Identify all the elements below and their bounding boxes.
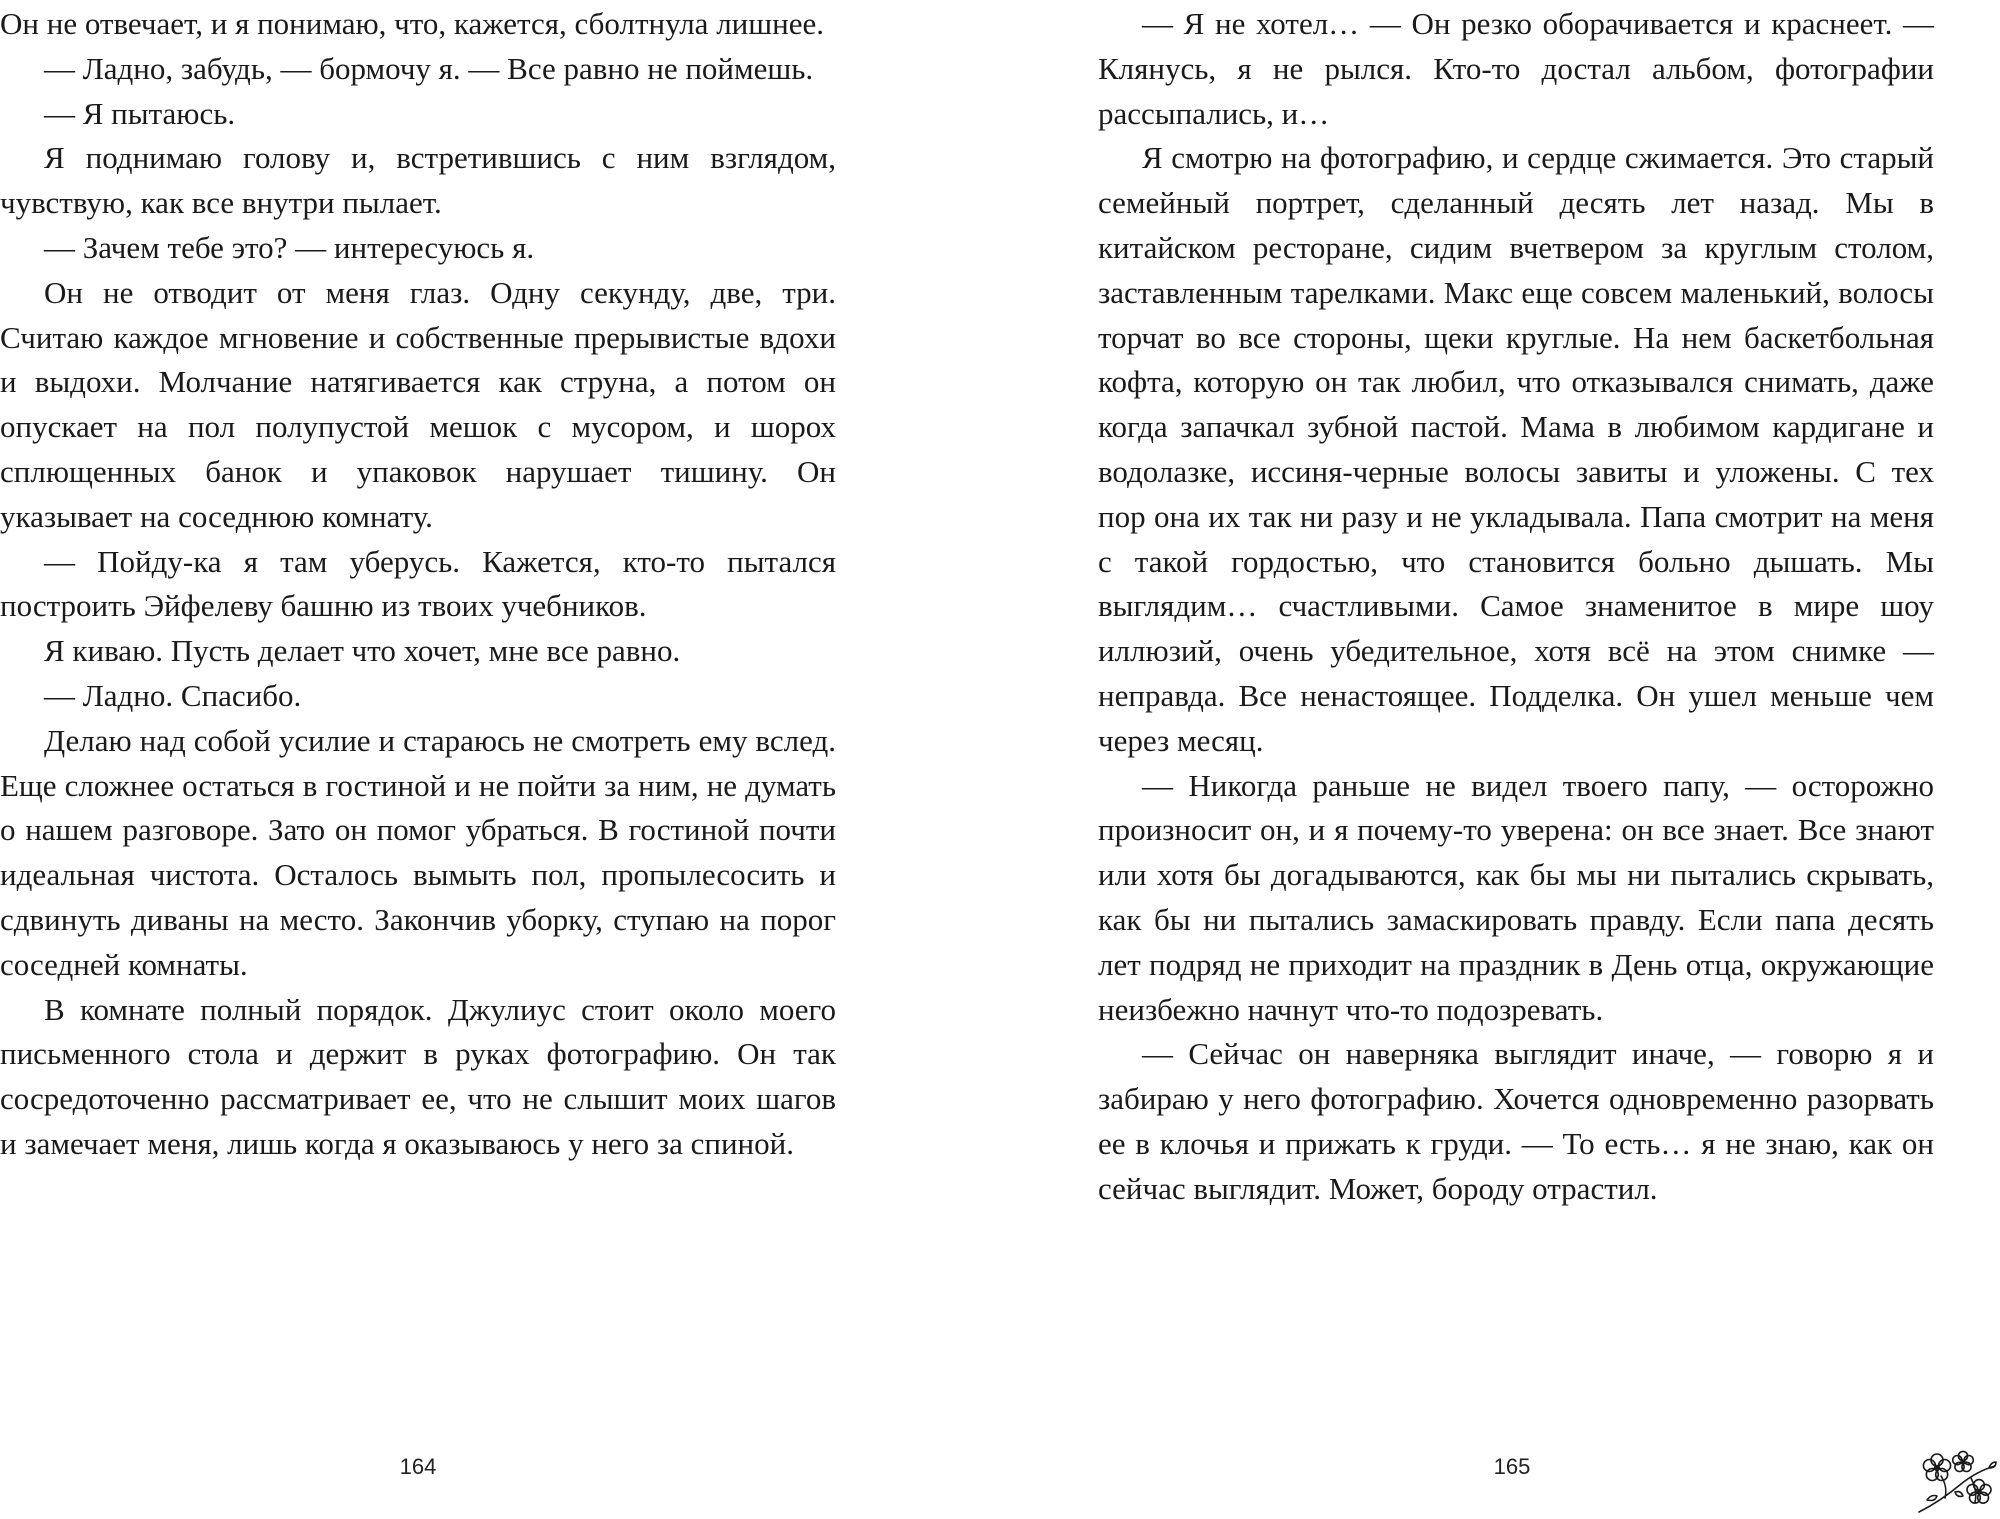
paragraph: — Пойду-ка я там уберусь. Кажется, кто-то пытался построить Эйфелеву башню из твоих учебников. [0, 543, 836, 624]
paragraph: Я киваю. Пусть делает что хочет, мне все равно. [44, 633, 681, 669]
left-page-text [0, 2, 836, 1167]
paragraph: Он не отвечает, и я понимаю, что, кажется, сболтнула лишнее. [0, 6, 824, 41]
paragraph: Делаю над собой усилие и стараюсь не смотреть ему вслед. Еще сложнее остаться в гостиной и не пойти за ним, не думать о нашем разговоре. Зато он помог убраться. В гостиной почти идеальная чистота. Осталось вымыть пол, пропылесосить и сдвинуть диваны на место. Закончив уборку, ступаю на порог соседней комнаты. [0, 722, 836, 982]
paragraph: — Ладно, забудь, — бормочу я. — Все равно не поймешь. [44, 50, 814, 86]
paragraph: — Я пытаюсь. [44, 95, 236, 131]
right-page-text [1098, 2, 1934, 1212]
paragraph: — Никогда раньше не видел твоего папу, — осторожно произносит он, и я почему-то уверена: он все знает. Все знают или хотя бы догадываются, как бы мы ни пытались скрывать, как бы ни пытались замаскировать правду. Если папа десять лет подряд не приходит на праздник в День отца, окружающие неизбежно начнут что-то подозревать. [1098, 767, 1934, 1027]
paragraph: — Ладно. Спасибо. [44, 677, 302, 713]
page-number-left: 164 [399, 1454, 437, 1479]
paragraph: — Я не хотел… — Он резко оборачивается и краснеет. — Клянусь, я не рылся. Кто-то достал альбом, фотографии рассыпались, и… [1098, 6, 1934, 131]
paragraph: Он не отводит от меня глаз. Одну секунду, две, три. Считаю каждое мгновение и собственные прерывистые вдохи и выдохи. Молчание натягивается как струна, а потом он опускает на пол полупустой мешок с мусором, и шорох сплющенных банок и упаковок нарушает тишину. Он указывает на соседнюю комнату. [0, 274, 836, 534]
paragraph: В комнате полный порядок. Джулиус стоит около моего письменного стола и держит в руках фотографию. Он так сосредоточенно рассматривает ее, что не слышит моих шагов и замечает меня, лишь когда я оказываюсь у него за спиной. [0, 991, 836, 1161]
right-page [1098, 0, 1934, 1519]
paragraph: — Сейчас он наверняка выглядит иначе, — говорю я и забираю у него фотографию. Хочется одновременно разорвать ее в клочья и прижать к груди. — То есть… я не знаю, как он сейчас выглядит. Может, бороду отрастил. [1098, 1036, 1934, 1206]
cherry-blossom-branch-icon [1915, 1448, 1997, 1514]
paragraph: Я смотрю на фотографию, и сердце сжимается. Это старый семейный портрет, сделанный десять лет назад. Мы в китайском ресторане, сидим вчетвером за круглым столом, заставленным тарелками. Макс еще совсем маленький, волосы торчат во все стороны, щеки круглые. На нем баскетбольная кофта, которую он так любил, что отказывался снимать, даже когда запачкал зубной пастой. Мама в любимом кардигане и водолазке, иссиня-черные волосы завиты и уложены. С тех пор она их так ни разу и не укладывала. Папа смотрит на меня с такой гордостью, что становится больно дышать. Мы выглядим… счастливыми. Самое знаменитое в мире шоу иллюзий, очень убедительное, хотя всё на этом снимке — неправда. Все ненастоящее. Подделка. Он ушел меньше чем через месяц. [1098, 140, 1934, 758]
left-page [0, 0, 836, 1519]
page-number-right: 165 [1493, 1454, 1531, 1479]
paragraph: Я поднимаю голову и, встретившись с ним взглядом, чувствую, как все внутри пылает. [0, 140, 836, 221]
paragraph: — Зачем тебе это? — интересуюсь я. [44, 229, 535, 265]
